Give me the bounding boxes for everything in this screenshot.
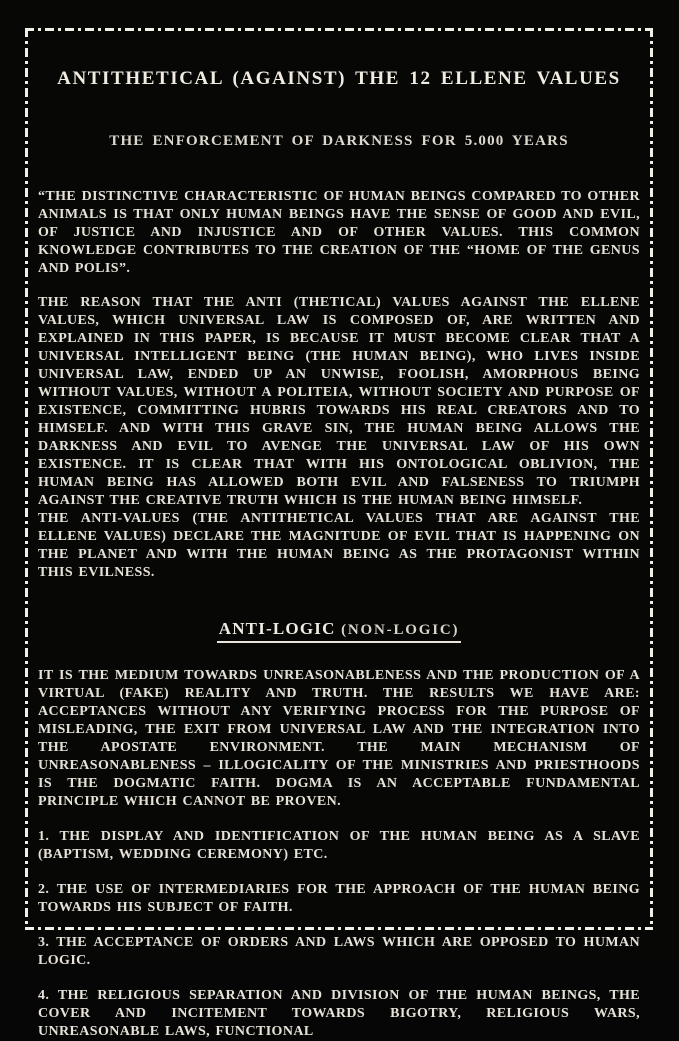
document-title: ANTITHETICAL (AGAINST) THE 12 ELLENE VALUES xyxy=(57,68,621,89)
reason-paragraph: THE REASON THAT THE ANTI (THETICAL) VALUES AGAINST THE ELLENE VALUES, WHICH UNIVERSAL LAW IS COMPOSED OF, ARE WRITTEN AND EXPLAINED IN THIS PAPER, IS BECAUSE IT MUST BECOME CLEAR THAT A UNIVERSAL INTELLIGENT BEING (THE HUMAN BEING), WHO LIVES INSIDE UNIVERSAL LAW, ENDED UP AN UNWISE, FOOLISH, AMORPHOUS BEING WITHOUT VALUES, WITHOUT A POLITEIA, WITHOUT SOCIETY AND PURPOSE OF EXISTENCE, COMMITTING HUBRIS TOWARDS HIS REAL CREATORS AND TO HIMSELF. AND WITH THIS GRAVE SIN, THE HUMAN BEING ALLOWS THE DARKNESS AND EVIL TO AVENGE THE UNIVERSAL LAW OF HIS OWN EXISTENCE. IT IS CLEAR THAT WITH HIS ONTOLOGICAL OBLIVION, THE HUMAN BEING HAS ALLOWED BOTH EVIL AND FALSENESS TO TRIUMPH AGAINST THE CREATIVE TRUTH WHICH IS THE HUMAN BEING HIMSELF. xyxy=(38,295,640,508)
anti-values-paragraph: THE ANTI-VALUES (THE ANTITHETICAL VALUES THAT ARE AGAINST THE ELLENE VALUES) DECLARE THE MAGNITUDE OF EVIL THAT IS HAPPENING ON THE PLANET AND WITH THE HUMAN BEING AS THE PROTAGONIST WITHIN THIS EVILNESS. xyxy=(38,511,640,580)
anti-logic-intro-paragraph: IT IS THE MEDIUM TOWARDS UNREASONABLENESS AND THE PRODUCTION OF A VIRTUAL (FAKE) REALITY AND TRUTH. THE RESULTS WE HAVE ARE: ACCEPTANCES WITHOUT ANY VERIFYING PROCESS FOR THE PURPOSE OF MISLEADING, THE EXIT FROM UNIVERSAL LAW AND THE INTEGRATION INTO THE APOSTATE ENVIRONMENT. THE MAIN MECHANISM OF UNREASONABLENESS – ILLOGICALITY OF THE MINISTRIES AND PRIESTHOODS IS THE DOGMATIC FAITH. DOGMA IS AN ACCEPTABLE FUNDAMENTAL PRINCIPLE WHICH CANNOT BE PROVEN. xyxy=(38,668,640,809)
intro-quote-paragraph: “THE DISTINCTIVE CHARACTERISTIC OF HUMAN BEINGS COMPARED TO OTHER ANIMALS IS THAT ONLY HUMAN BEINGS HAVE THE SENSE OF GOOD AND EVIL, OF JUSTICE AND INJUSTICE AND OF OTHER VALUES. THIS COMMON KNOWLEDGE CONTRIBUTES TO THE CREATION OF THE “HOME OF THE GENUS AND POLIS”. xyxy=(38,189,640,276)
list-item-1: 1. THE DISPLAY AND IDENTIFICATION OF THE HUMAN BEING AS A SLAVE (BAPTISM, WEDDING CEREMONY) ETC. xyxy=(38,829,640,862)
document-subtitle: THE ENFORCEMENT OF DARKNESS FOR 5.000 YEARS xyxy=(109,133,569,149)
section-heading-underline xyxy=(217,619,462,643)
list-item-2: 2. THE USE OF INTERMEDIARIES FOR THE APPROACH OF THE HUMAN BEING TOWARDS HIS SUBJECT OF FAITH. xyxy=(38,882,640,915)
document-content xyxy=(25,28,653,1041)
anti-logic-section-heading xyxy=(38,619,640,643)
section-heading-paren: (NON-LOGIC) xyxy=(335,622,460,638)
list-item-3: 3. THE ACCEPTANCE OF ORDERS AND LAWS WHICH ARE OPPOSED TO HUMAN LOGIC. xyxy=(38,935,640,968)
section-heading-main: ANTI-LOGIC xyxy=(218,619,336,638)
list-item-4: 4. THE RELIGIOUS SEPARATION AND DIVISION OF THE HUMAN BEINGS, THE COVER AND INCITEMENT TOWARDS BIGOTRY, RELIGIOUS WARS, UNREASONABLE LAWS, FUNCTIONAL xyxy=(38,988,640,1039)
